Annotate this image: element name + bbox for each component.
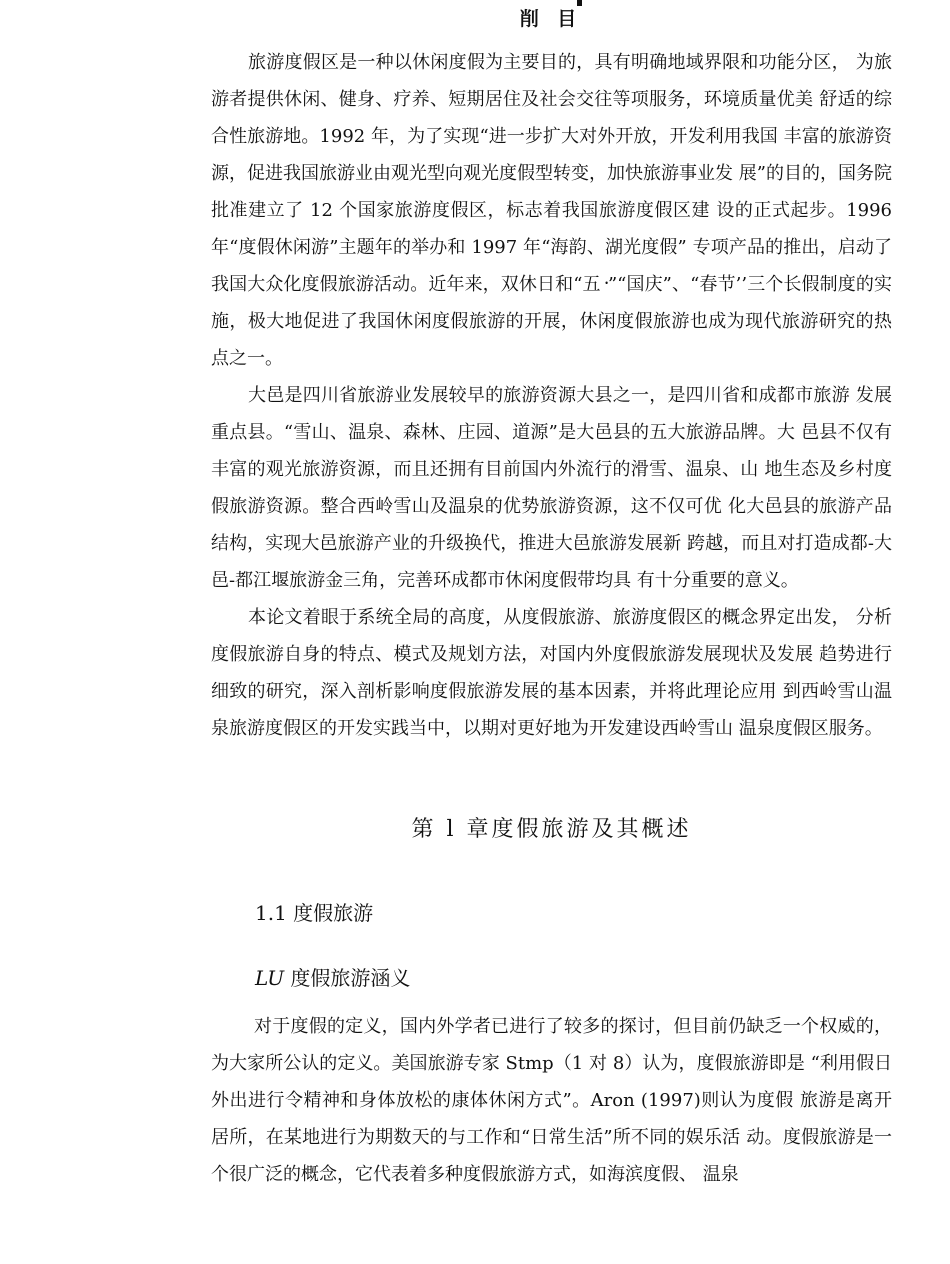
foreword-paragraph-3: 本论文着眼于系统全局的高度，从度假旅游、旅游度假区的概念界定出发， 分析度假旅游自身的特点、模式及规划方法，对国内外度假旅游发展现状及发展 趋势进行细致的研究，深入剖析影响度假旅游发展的基本因素，并将此理论应用 到西岭雪山温泉旅游度假区的开发实践当中，以期对更好地为开发建设西岭雪山 温泉度假区服务。	[211, 607, 892, 739]
subsection-label: 度假旅游涵义	[284, 966, 411, 990]
foreword-heading: 削 目	[519, 8, 583, 30]
foreword-paragraph-1: 旅游度假区是一种以休闲度假为主要目的，具有明确地域界限和功能分区， 为旅游者提供休闲、健身、疗养、短期居住及社会交往等项服务，环境质量优美 舒适的综合性旅游地。1992 年，为了实现“进一步扩大对外开放，开发利用我国 丰富的旅游资源，促进我国旅游业由观光型向观光度假型转变，加快旅游事业发 展”的目的，国务院批准建立了 12 个国家旅游度假区，标志着我国旅游度假区建 设的正式起步。1996 年“度假休闲游”主题年的举办和 1997 年“海韵、湖光度假” 专项产品的推出，启动了我国大众化度假旅游活动。近年来，双休日和“五᠂”“国庆”、“春节’’三个长假制度的实施，极大地促进了我国休闲度假旅游的开展，休闲度假旅游也成为现代旅游研究的热点之一。	[211, 52, 892, 369]
chapter-title: 第 l 章度假旅游及其概述	[411, 817, 692, 842]
foreword-paragraph-2: 大邑是四川省旅游业发展较早的旅游资源大县之一，是四川省和成都市旅游 发展重点县。“雪山、温泉、森林、庄园、道源”是大邑县的五大旅游品牌。大 邑县不仅有丰富的观光旅游资源，而且还拥有目前国内外流行的滑雪、温泉、山 地生态及乡村度假旅游资源。整合西岭雪山及温泉的优势旅游资源，这不仅可优 化大邑县的旅游产品结构，实现大邑旅游产业的升级换代，推进大邑旅游发展新 跨越，而且对打造成都-大邑-都江堰旅游金三角，完善环成都市休闲度假带均具 有十分重要的意义。	[211, 385, 892, 591]
foreword-body	[211, 44, 892, 747]
chapter-paragraph-1: 对于度假的定义，国内外学者已进行了较多的探讨，但目前仍缺乏一个权威的，为大家所公认的定义。美国旅游专家 Stmp（1 对 8）认为，度假旅游即是 “利用假日外出进行令精神和身体放松的康体休闲方式”。Aron (1997)则认为度假 旅游是离开居所，在某地进行为期数天的与工作和“日常生活”所不同的娱乐活 动。度假旅游是一个很广泛的概念，它代表着多种度假旅游方式，如海滨度假、 温泉	[211, 1016, 892, 1185]
subsection-title	[255, 962, 410, 991]
chapter-body	[211, 1008, 892, 1193]
subsection-number: LU	[255, 966, 285, 990]
section-title: 1.1 度假旅游	[255, 901, 374, 925]
